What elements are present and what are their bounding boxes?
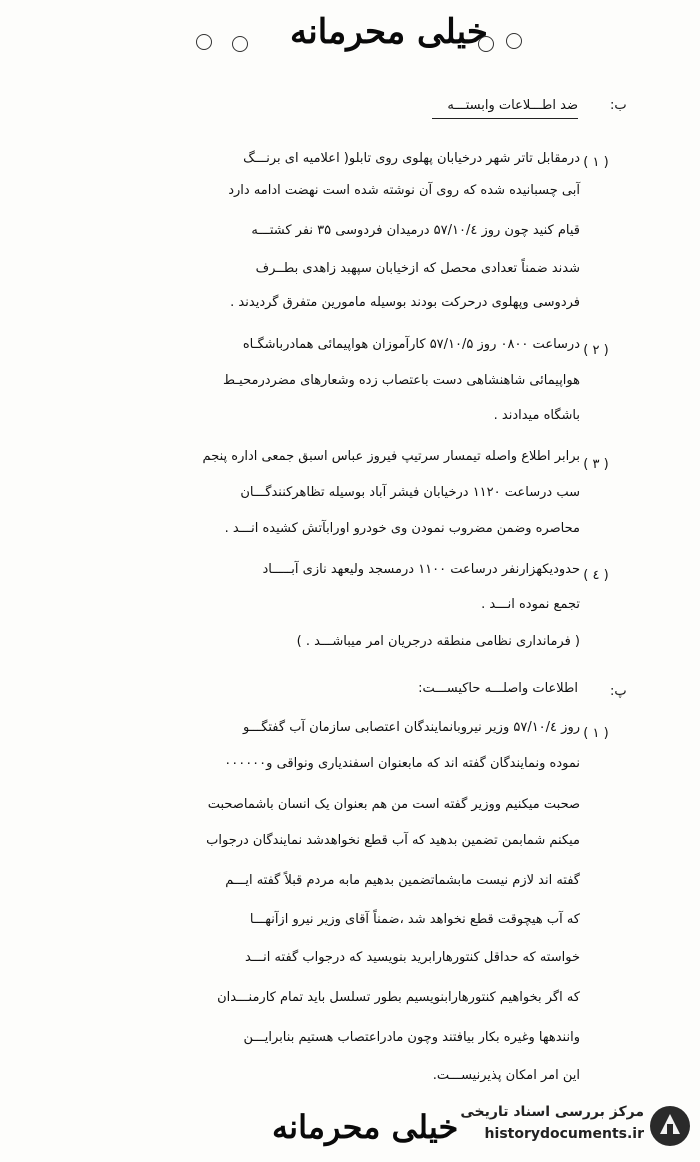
archive-watermark: [432, 1100, 694, 1156]
item-number: ( ۲ ): [583, 343, 609, 358]
item-line: نموده ونمایندگان گفته اند که مابعنوان اسفندیاری ونواقی و۰۰۰۰۰۰: [224, 756, 580, 771]
section-p-label: پ:: [610, 684, 627, 699]
item-line: روز ۵۷/۱۰/٤ وزیر نیروبانمایندگان اعتصابی سازمان آب گفتگـــو: [243, 720, 580, 735]
archive-logo-icon: [648, 1104, 692, 1148]
section-b-label: ب:: [610, 98, 627, 113]
item-line: باشگاه میدادند .: [493, 408, 580, 423]
item-line: سب درساعت ۱۱۲۰ درخیابان فیشر آباد بوسیله تظاهرکنندگـــان: [240, 485, 580, 500]
item-number: ( ۱ ): [583, 155, 609, 170]
section-p-title: اطلاعات واصلـــه حاکیســـت:: [418, 681, 578, 696]
item-line: درمقابل تاتر شهر درخیابان پهلوی روی تابلو( اعلامیه ای برنـــگ: [243, 151, 580, 166]
item-line: صحبت میکنیم ووزیر گفته است من هم بعنوان یک انسان باشماصحبت: [207, 797, 580, 812]
item-line: محاصره وضمن مضروب نمودن وی خودرو اورابآتش کشیده انـــد .: [224, 521, 580, 536]
item-line: تجمع نموده انـــد .: [481, 597, 580, 612]
item-number: ( ۱ ): [583, 726, 609, 741]
section-b-underline: [432, 118, 578, 119]
stamp-circle-2: [232, 36, 248, 52]
item-line: فردوسی وپهلوی درحرکت بودند بوسیله مامورین متفرق گردیدند .: [230, 295, 580, 310]
item-line: گفته اند لازم نیست مابشماتضمین بدهیم مابه مردم قبلاً گفته ایـــم: [225, 873, 580, 888]
item-line: برابر اطلاع واصله تیمسار سرتیپ فیروز عباس اسبق جمعی اداره پنجم: [202, 449, 580, 464]
watermark-url: historydocuments.ir: [484, 1126, 644, 1142]
item-line: که اگر بخواهیم کنتورهارابنویسیم بطور تسلسل باید تمام کارمنـــدان: [217, 990, 580, 1005]
item-line: وانندهها وغیره بکار بیافتند وچون مادراعتصاب هستیم بنابرایـــن: [243, 1030, 580, 1045]
item-line: که آب هیچوقت قطع نخواهد شد ،ضمناً آقای وزیر نیرو ازآنهـــا: [249, 912, 580, 927]
section-b-title: ضد اطـــلاعات وابستـــه: [447, 98, 578, 113]
item-line: شدند ضمناً تعدادی محصل که ازخیابان سپهبد زاهدی بطــرف: [255, 261, 580, 276]
item-line: درساعت ۰۸۰۰ روز ۵۷/۱۰/۵ کارآموزان هواپیمائی همادرباشگـاه: [242, 337, 580, 352]
item-line: حدودیکهزارنفر درساعت ۱۱۰۰ درمسجد ولیعهد نازی آبـــــاد: [262, 562, 580, 577]
item-line: این امر امکان پذیرنیســـت.: [432, 1068, 580, 1083]
item-line: میکنم شمابمن تضمین بدهید که آب قطع نخواهدشد نمایندگان درجواب: [206, 833, 580, 848]
classification-header: خیلی محرمانه: [290, 12, 488, 52]
classification-footer: خیلی محرمانه: [272, 1108, 459, 1146]
item-number: ( ۳ ): [583, 457, 609, 472]
watermark-org-name: مرکز بررسی اسناد تاریخی: [460, 1104, 644, 1120]
item-line: آبی چسبانیده شده که روی آن نوشته شده است نهضت ادامه دارد: [228, 183, 580, 198]
item-line: هواپیمائی شاهنشاهی دست باعتصاب زده وشعارهای مضردرمحیـط: [223, 373, 580, 388]
stamp-circle-1: [196, 34, 212, 50]
stamp-circle-4: [506, 33, 522, 49]
item-line: قیام کنید چون روز ۵۷/۱۰/٤ درمیدان فردوسی ۳۵ نفر کشتـــه: [251, 223, 580, 238]
item-line: ( فرمانداری نظامی منطقه درجریان امر میباشـــد . ): [296, 634, 580, 649]
item-line: خواسته که حداقل کنتورهارابرید بنویسید که درجواب گفته انـــد: [244, 950, 580, 965]
item-number: ( ٤ ): [583, 568, 609, 583]
